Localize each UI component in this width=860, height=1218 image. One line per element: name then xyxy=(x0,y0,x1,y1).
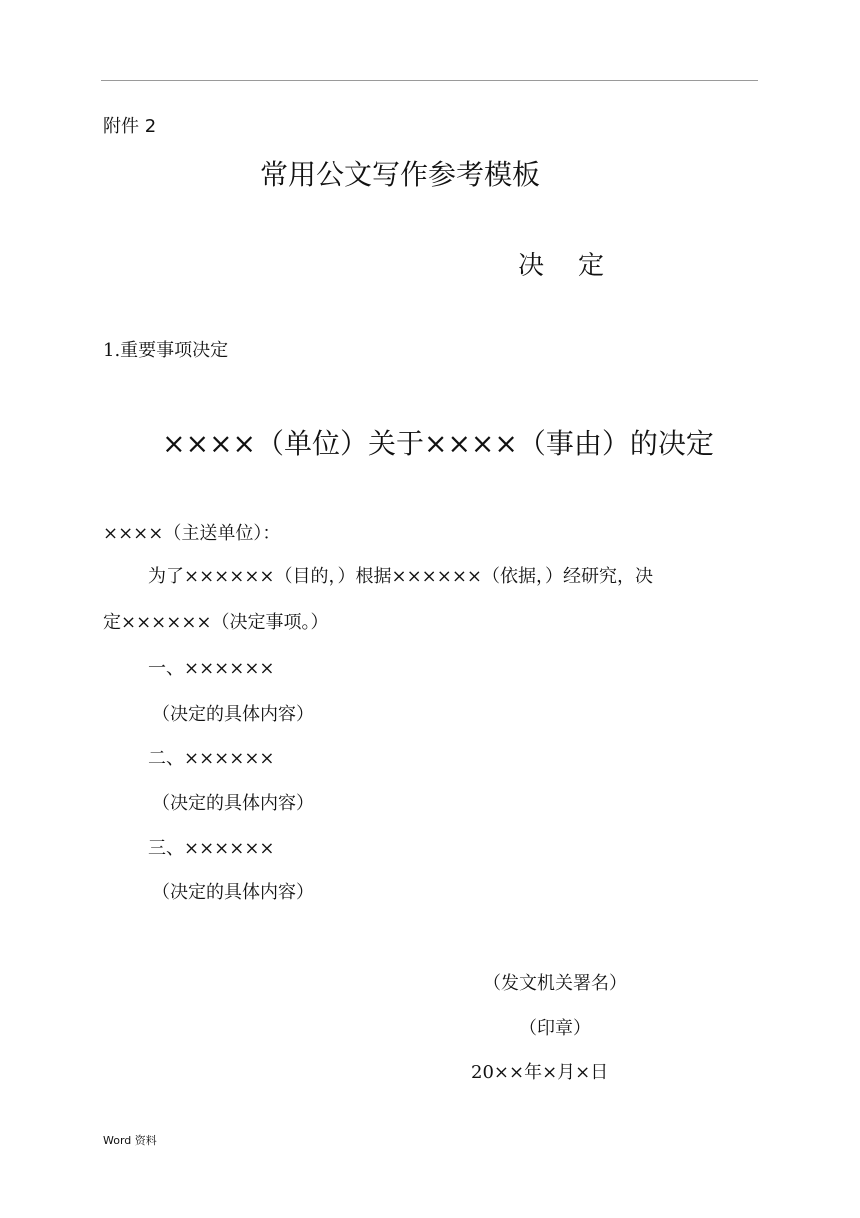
seal-placeholder: （印章） xyxy=(519,1018,591,1039)
item-content-2: （决定的具体内容） xyxy=(152,793,314,814)
body-paragraph-line-1: 为了××××××（目的，）根据××××××（依据，）经研究，决 xyxy=(148,566,653,587)
issue-date: 20××年×月×日 xyxy=(471,1062,609,1083)
issuer-signature: （发文机关署名） xyxy=(483,973,627,994)
header-rule xyxy=(101,80,758,81)
item-content-1: （决定的具体内容） xyxy=(152,704,314,725)
attachment-label: 附件 2 xyxy=(103,116,157,137)
document-type-heading: 决定 xyxy=(518,251,639,281)
template-title: 常用公文写作参考模板 xyxy=(259,158,540,191)
section-heading: 1.重要事项决定 xyxy=(103,340,229,361)
item-content-3: （决定的具体内容） xyxy=(152,882,314,903)
item-heading-3: 三、×××××× xyxy=(148,838,275,859)
document-title: ××××（单位）关于××××（事由）的决定 xyxy=(162,427,714,460)
item-heading-1: 一、×××××× xyxy=(148,658,275,679)
item-heading-2: 二、×××××× xyxy=(148,748,275,769)
body-paragraph-line-2: 定××××××（决定事项。） xyxy=(103,612,329,633)
footer-label: Word 资料 xyxy=(103,1134,157,1147)
recipient-line: ××××（主送单位）： xyxy=(103,523,281,544)
